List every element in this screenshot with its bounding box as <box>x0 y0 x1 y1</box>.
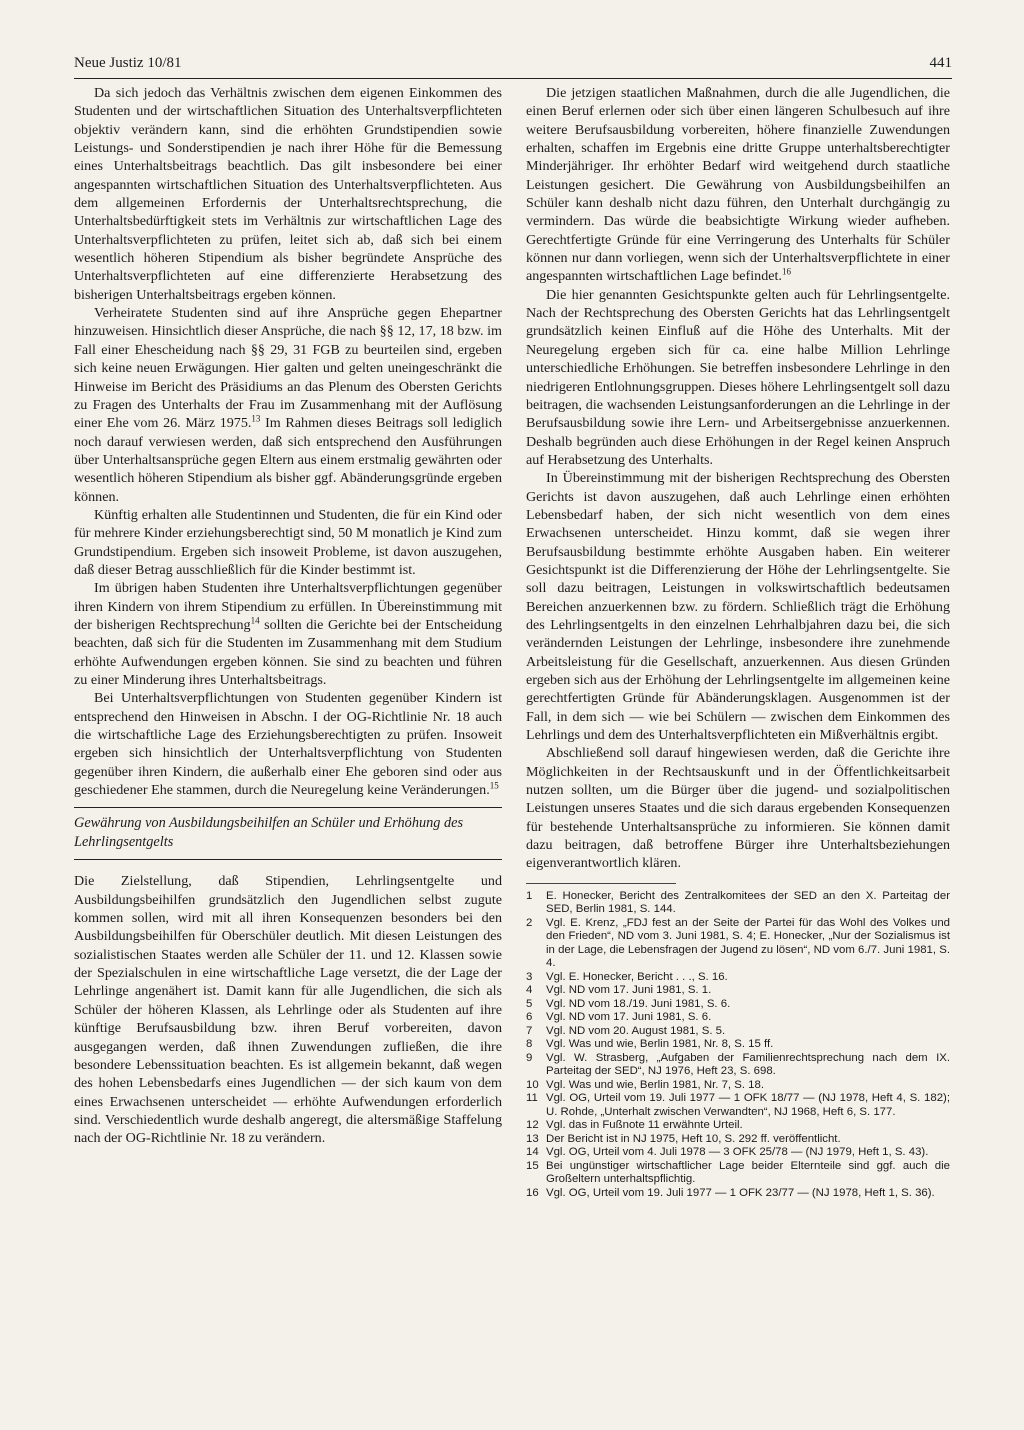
footnote-item <box>526 1011 950 1025</box>
footnote-text: Vgl. OG, Urteil vom 19. Juli 1977 — 1 OFK 23/77 — (NJ 1978, Heft 1, S. 36). <box>546 1186 935 1199</box>
footnote-text: Vgl. das in Fußnote 11 erwähnte Urteil. <box>546 1119 743 1132</box>
footnote-text: Vgl. OG, Urteil vom 19. Juli 1977 — 1 OFK 18/77 — (NJ 1978, Heft 4, S. 182); U. Rohde, „Unterhalt zwischen Verwandten“, NJ 1968, Heft 6, S. 177. <box>546 1092 950 1118</box>
footnote-text: Vgl. ND vom 17. Juni 1981, S. 1. <box>546 984 712 997</box>
footnote-item <box>526 1025 950 1039</box>
footnote-item <box>526 971 950 985</box>
footnote-text: Vgl. E. Krenz, „FDJ fest an der Seite der Partei für das Wohl des Volkes und den Frieden“, ND vom 3. Juni 1981, S. 4; E. Honecker, „Nur der Sozialismus ist in der Lage, die Lebensfragen der Jugend zu lösen“, ND vom 6./7. Juni 1981, S. 4. <box>546 916 950 970</box>
paragraph: Die hier genannten Gesichtspunkte gelten auch für Lehrlingsentgelte. Nach der Rechtsprechung des Obersten Gerichts hat das Lehrlingsentgelt grundsätzlich keinen Einfluß auf die Höhe des Unterhalts. Mit der Neuregelung ergeben sich für ca. eine halbe Million Lehrlinge unterschiedliche Erhöhungen. Sie betreffen insbesondere Lehrlinge in den niedrigeren Entlohnungsgruppen. Dieses höhere Lehrlingsentgelt soll dazu beitragen, die wachsenden Leistungsanforderungen an die Lehrlinge in der Berufsausbildung sowie ihre Lern- und Arbeitsergebnisse anzuerkennen. Deshalb begründen auch diese Erhöhungen in der Regel keinen Anspruch auf Herabsetzung des Unterhalts. <box>526 286 950 468</box>
footnote-number: 2 <box>526 916 533 929</box>
footnote-number: 11 <box>526 1092 538 1105</box>
right-column <box>526 84 950 1200</box>
footnote-text: Vgl. ND vom 18./19. Juni 1981, S. 6. <box>546 997 731 1010</box>
footnote-item <box>526 1038 950 1052</box>
paragraph: In Übereinstimmung mit der bisherigen Rechtsprechung des Obersten Gerichts ist davon auszugehen, daß auch Lehrlinge einen erhöhten Lebensbedarf haben, der sich nicht wesentlich von dem eines Erwachsenen unterscheidet. Hinzu kommt, daß sie wegen ihrer Berufsausbildung bestimmte erhöhte Ausgaben haben. Ein weiterer Gesichtspunkt ist die Differenzierung der Höhe der Lehrlingsentgelte. Sie soll dazu beitragen, Leistungen in volkswirtschaftlich bedeutsamen Bereichen anzuerkennen bzw. zu fördern. Schließlich trägt die Erhöhung des Lehrlingsentgelts in den einzelnen Lehrhalbjahren dazu bei, die sich verändernden Leistungen der Lehrlinge, insbesondere ihre zunehmende Arbeitsleistung für die Gesellschaft, anzuerkennen. Aus diesen Gründen ergeben sich aus der Erhöhung der Lehrlingsentgelte im allgemeinen keine gerechtfertigten Gründe für Abänderungsklagen. Ausgenommen ist der Fall, in dem sich — wie bei Schülern — zwischen dem Einkommen des Lehrlings und dem des Unterhaltsverpflichteten ein Mißverhältnis ergibt. <box>526 470 950 744</box>
footnotes <box>526 890 950 1201</box>
footnote-number: 6 <box>526 1011 533 1024</box>
footnote-number: 10 <box>526 1078 539 1091</box>
footnote-item <box>526 1092 950 1119</box>
footnote-text: Der Bericht ist in NJ 1975, Heft 10, S. 292 ff. veröffentlicht. <box>546 1132 841 1145</box>
footnote-item <box>526 917 950 971</box>
footnote-number: 7 <box>526 1024 533 1037</box>
footnote-divider <box>526 883 676 884</box>
footnote-number: 14 <box>526 1146 539 1159</box>
paragraph: Abschließend soll darauf hingewiesen werden, daß die Gerichte ihre Möglichkeiten in der Rechtsauskunft und in der Öffentlichkeitsarbeit nutzen sollten, um die Bürger über die jugend- und sozialpolitischen Leistungen unseres Staates und die sich daraus ergebenden Konsequenzen für bestehende Unterhaltsansprüche zu informieren. Sie können damit dazu beitragen, daß betroffene Bürger ihre Unterhaltsbeziehungen eigenverantwortlich klären. <box>526 745 950 872</box>
paragraph: Künftig erhalten alle Studentinnen und Studenten, die für ein Kind oder für mehrere Kinder erziehungsberechtigt sind, 50 M monatlich je Kind zum Grundstipendium. Ergeben sich insoweit Probleme, ist davon auszugehen, daß dieser Betrag ausschließlich für die Kinder bestimmt ist. <box>74 506 502 578</box>
footnote-item <box>526 1119 950 1133</box>
footnote-text: Vgl. E. Honecker, Bericht . . ., S. 16. <box>546 970 728 983</box>
footnote-item <box>526 984 950 998</box>
footnote-ref: 13 <box>251 413 261 424</box>
footnote-item <box>526 1146 950 1160</box>
footnote-number: 4 <box>526 984 533 997</box>
footnote-item <box>526 1160 950 1187</box>
paragraph: Die Zielstellung, daß Stipendien, Lehrlingsentgelte und Ausbildungsbeihilfen grundsätzlich den Jugendlichen selbst zugute kommen sollen, wird mit all ihren Konsequenzen besonders bei den Ausbildungsbeihilfen für Oberschüler deutlich. Mit diesen Leistungen des sozialistischen Staates werden alle Schüler der 11. und 12. Klassen sowie der Spezialschulen in eine wirtschaftliche Lage versetzt, die der Lage der Lehrlinge angenähert ist. Damit kann für alle Jugendlichen, die sich als Schüler der höheren Klassen, als Lehrlinge oder als Studenten auf ihre künftige Berufsausbildung bzw. ihren Beruf vorbereiten, davon ausgegangen werden, daß ihnen Zuwendungen zufließen, die ihre besondere Lebenssituation beachten. Es ist allgemein bekannt, daß wegen des hohen Lebensbedarfs eines Jugendlichen — der sich kaum von dem eines Erwachsenen unterscheidet — erhöhte Aufwendungen erforderlich sind. Verschiedentlich wurde deshalb angeregt, die altersmäßige Staffelung nach der OG-Richtlinie Nr. 18 zu verändern. <box>74 873 502 1147</box>
footnote-text: Vgl. ND vom 20. August 1981, S. 5. <box>546 1024 726 1037</box>
footnote-item <box>526 998 950 1012</box>
footnote-number: 16 <box>526 1186 539 1199</box>
footnote-text: Vgl. W. Strasberg, „Aufgaben der Familienrechtsprechung nach dem IX. Parteitag der SED“, NJ 1976, Heft 23, S. 698. <box>546 1051 950 1078</box>
footnote-number: 13 <box>526 1132 539 1145</box>
paragraph: Verheiratete Studenten sind auf ihre Ansprüche gegen Ehepartner hinzuweisen. Hinsichtlich dieser Ansprüche, die nach §§ 12, 17, 18 bzw. im Fall einer Ehescheidung nach §§ 29, 31 FGB zu beurteilen sind, ergeben sich keine neuen Erwägungen. Hier galten und gelten uneingeschränkt die Hinweise im Bericht des Präsidiums an das Plenum des Obersten Gerichts zu Fragen des Unterhalts der Frau im Zusammenhang mit der Auflösung einer Ehe vom 26. März 1975.13 Im Rahmen dieses Beitrags soll lediglich noch darauf verwiesen werden, daß sich entsprechend den Ausführungen über Unterhaltsansprüche gegen Eltern aus einem erstmalig gewährten oder wesentlich höheren Stipendium als bisher ggf. Abänderungsgründe ergeben können. <box>74 305 502 505</box>
footnote-text: Vgl. Was und wie, Berlin 1981, Nr. 7, S. 18. <box>546 1078 765 1091</box>
section-heading: Gewährung von Ausbildungsbeihilfen an Schüler und Erhöhung des Lehrlingsentgelts <box>74 807 502 860</box>
paragraph: Bei Unterhaltsverpflichtungen von Studenten gegenüber Kindern ist entsprechend den Hinweisen in Abschn. I der OG-Richtlinie Nr. 18 auch die wirtschaftliche Lage des Erziehungsberechtigten zu prüfen. Insoweit ergeben sich hinsichtlich der Unterhaltsverpflichtung von Studenten gegenüber ihren Kindern, die außerhalb einer Ehe geboren sind oder aus geschiedener Ehe stammen, durch die Neuregelung keine Veränderungen.$^{15}$ <box>74 690 502 799</box>
footnote-number: 15 <box>526 1159 539 1172</box>
journal-title: Neue Justiz 10/81 <box>74 55 182 71</box>
footnote-item <box>526 1133 950 1147</box>
footnote-item <box>526 1079 950 1093</box>
page-number: 441 <box>929 55 952 71</box>
footnote-text: Vgl. OG, Urteil vom 4. Juli 1978 — 3 OFK 25/78 — (NJ 1979, Heft 1, S. 43). <box>546 1146 929 1159</box>
footnote-item <box>526 1052 950 1079</box>
left-column <box>74 84 502 1148</box>
footnote-text: Vgl. ND vom 17. Juni 1981, S. 6. <box>546 1011 712 1024</box>
page-header <box>74 52 952 79</box>
footnote-number: 9 <box>526 1051 533 1064</box>
footnote-item <box>526 890 950 917</box>
paragraph: Im übrigen haben Studenten ihre Unterhaltsverpflichtungen gegenüber ihren Kindern von ihrem Stipendium zu erfüllen. In Übereinstimmung mit der bisherigen Rechtsprechung$^{14}$ sollten die Gerichte bei der Entscheidung beachten, daß sich für die Studenten im Zusammenhang mit dem Studium erhöhte Aufwendungen ergeben können. Sie sind zu beachten und führen zu einer Minderung ihres Unterhaltsbeitrags. <box>74 580 502 688</box>
footnote-item <box>526 1187 950 1201</box>
footnote-ref: 16 <box>781 266 791 277</box>
footnote-number: 12 <box>526 1119 539 1132</box>
footnote-number: 3 <box>526 970 533 983</box>
footnote-text: Bei ungünstiger wirtschaftlicher Lage beider Elternteile sind ggf. auch die Großeltern unterhaltspflichtig. <box>546 1159 950 1186</box>
footnote-ref: 15 <box>489 780 499 791</box>
footnote-number: 5 <box>526 997 533 1010</box>
footnote-text: E. Honecker, Bericht des Zentralkomitees der SED an den X. Parteitag der SED, Berlin 1981, S. 144. <box>546 889 950 916</box>
paragraph: Da sich jedoch das Verhältnis zwischen dem eigenen Einkommen des Studenten und der wirtschaftlichen Situation des Unterhaltsverpflichteten objektiv verändern kann, sind die erhöhten Grundstipendien sowie Leistungs- und Sonderstipendien je nach ihrer Höhe für die Bemessung eines Unterhaltsbeitrags beachtlich. Das gilt insbesondere bei einer angespannten wirtschaftlichen Situation des Unterhaltsverpflichteten. Aus dem allgemeinen Erfordernis der Unterhaltsrechtsprechung, die Unterhaltsbedürftigkeit stets im Verhältnis zur wirtschaftlichen Lage des Unterhaltsverpflichteten zu prüfen, leitet sich ab, daß sich bei einem wesentlich höheren Stipendium als bisher begründete Ansprüche des Unterhaltsverpflichteten auf eine differenzierte Herabsetzung des bisherigen Unterhaltsbeitrags ergeben können. <box>74 85 502 303</box>
footnote-text: Vgl. Was und wie, Berlin 1981, Nr. 8, S. 15 ff. <box>546 1038 774 1051</box>
footnote-ref: 14 <box>250 615 260 626</box>
footnote-number: 1 <box>526 889 533 902</box>
paragraph: Die jetzigen staatlichen Maßnahmen, durch die alle Jugendlichen, die einen Beruf erlernen oder sich über einen längeren Schulbesuch auf ihre weitere Berufsausbildung vorbereiten, höhere finanzielle Zuwendungen erhalten, schaffen im Ergebnis eine dritte Gruppe unterhaltsberechtigter Minderjähriger. Ihr erhöhter Bedarf wird weitgehend durch staatliche Leistungen gesichert. Die Gewährung von Ausbildungsbeihilfen an Schüler kann deshalb nicht dazu führen, den Unterhalt durchgängig zu vermindern. Das würde die beabsichtigte Wirkung wieder aufheben. Gerechtfertigte Gründe für eine Verringerung des Unterhalts für Schüler können nur dann vorliegen, wenn sich der Unterhaltsverpflichtete in einer angespannten wirtschaftlichen Lage befindet.$^{16}$ <box>526 85 950 285</box>
footnote-number: 8 <box>526 1038 533 1051</box>
